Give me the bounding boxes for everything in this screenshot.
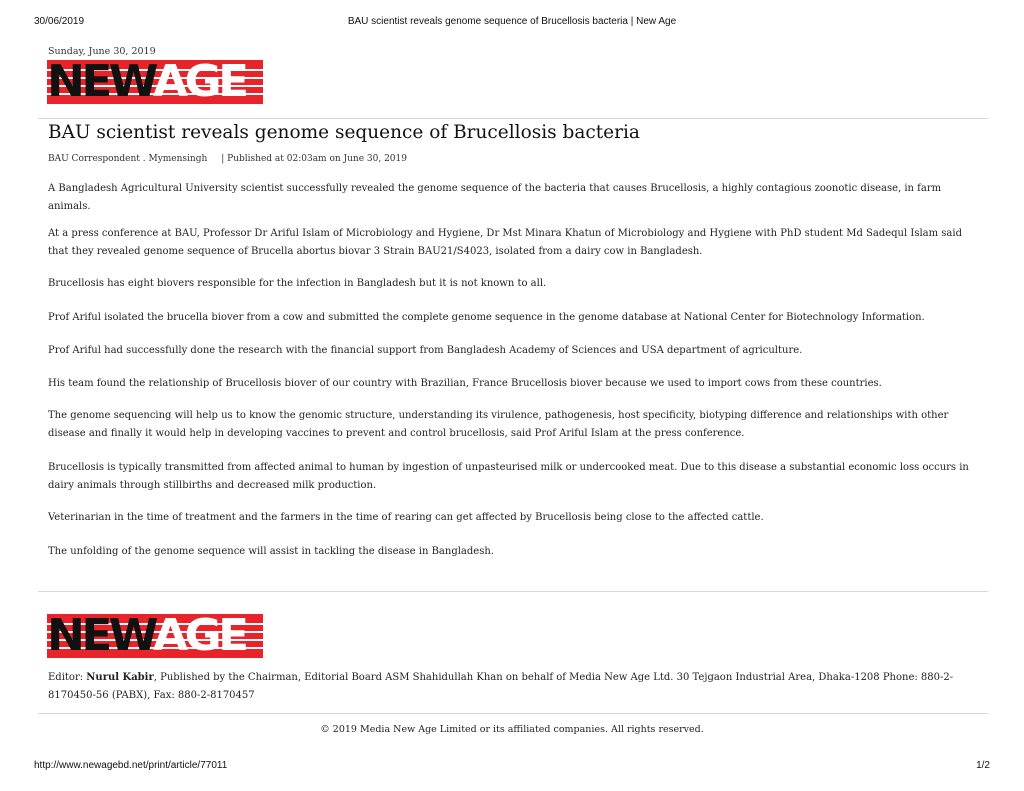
page-number: 1/2 <box>976 760 990 771</box>
article-paragraph: At a press conference at BAU, Professor Dr Ariful Islam of Microbiology and Hygiene, Dr Mst Minara Khatun of Microbiology and Hygiene with PhD student Md Sadequl Islam said that they revealed genome sequence of Brucella abortus biovar 3 Strain BAU21/S4023, isolated from a dairy cow in Bangladesh. <box>48 228 962 257</box>
newage-footer-logo[interactable] <box>47 614 263 658</box>
author: BAU Correspondent . Mymensingh <box>48 154 208 164</box>
article-paragraph: His team found the relationship of Brucellosis biover of our country with Brazilian, France Brucellosis biover because we used to import cows from these countries. <box>48 378 882 389</box>
logo-age-text: AGE <box>153 614 246 658</box>
logo-age-text: AGE <box>153 60 246 104</box>
article-paragraph: Veterinarian in the time of treatment and the farmers in the time of rearing can get affected by Brucellosis being close to the affected cattle. <box>48 512 764 523</box>
article-headline: BAU scientist reveals genome sequence of Brucellosis bacteria <box>48 122 640 143</box>
copyright-divider <box>38 713 988 714</box>
print-title: BAU scientist reveals genome sequence of Brucellosis bacteria | New Age <box>347 16 677 27</box>
masthead-date: Sunday, June 30, 2019 <box>48 46 156 57</box>
copyright: © 2019 Media New Age Limited or its affiliated companies. All rights reserved. <box>320 724 704 735</box>
print-url[interactable]: http://www.newagebd.net/print/article/77011 <box>34 760 228 771</box>
published-time: | Published at 02:03am on June 30, 2019 <box>221 154 407 164</box>
logo-new-text: NEW <box>47 614 154 658</box>
article-paragraph: The unfolding of the genome sequence will assist in tackling the disease in Bangladesh. <box>48 546 494 557</box>
editor-name: Nurul Kabir <box>86 672 154 683</box>
newage-logo[interactable] <box>47 60 263 104</box>
article-paragraph: Prof Ariful isolated the brucella biover from a cow and submitted the complete genome sequence in the genome database at National Center for Biotechnology Information. <box>48 312 925 323</box>
article-paragraph: Brucellosis is typically transmitted from affected animal to human by ingestion of unpasteurised milk or undercooked meat. Due to this disease a substantial economic loss occurs in dairy animals through stillbirths and decreased milk production. <box>48 462 969 491</box>
article-paragraph: Prof Ariful had successfully done the research with the financial support from Bangladesh Academy of Sciences and USA department of agriculture. <box>48 345 803 356</box>
editor-details: , Published by the Chairman, Editorial Board ASM Shahidullah Khan on behalf of Media New Age Ltd. 30 Tejgaon Industrial Area, Dhaka-1208 Phone: 880-2-8170450-56 (PABX), Fax: 880-2-8170457 <box>48 672 954 701</box>
logo-new-text: NEW <box>47 60 154 104</box>
print-date: 30/06/2019 <box>34 16 85 27</box>
header-divider <box>38 118 988 119</box>
editor-label: Editor: <box>48 672 87 683</box>
article-paragraph: A Bangladesh Agricultural University scientist successfully revealed the genome sequence of the bacteria that causes Brucellosis, a highly contagious zoonotic disease, in farm animals. <box>48 183 942 212</box>
article-paragraph: The genome sequencing will help us to know the genomic structure, understanding its virulence, pathogenesis, host specificity, biotyping difference and relationships with other disease and finally it would help in developing vaccines to prevent and control brucellosis, said Prof Ariful Islam at the press conference. <box>48 410 949 439</box>
editor-info <box>48 669 978 705</box>
article-paragraph: Brucellosis has eight biovers responsible for the infection in Bangladesh but it is not known to all. <box>48 278 547 289</box>
footer-divider <box>38 591 988 592</box>
byline <box>48 154 407 164</box>
